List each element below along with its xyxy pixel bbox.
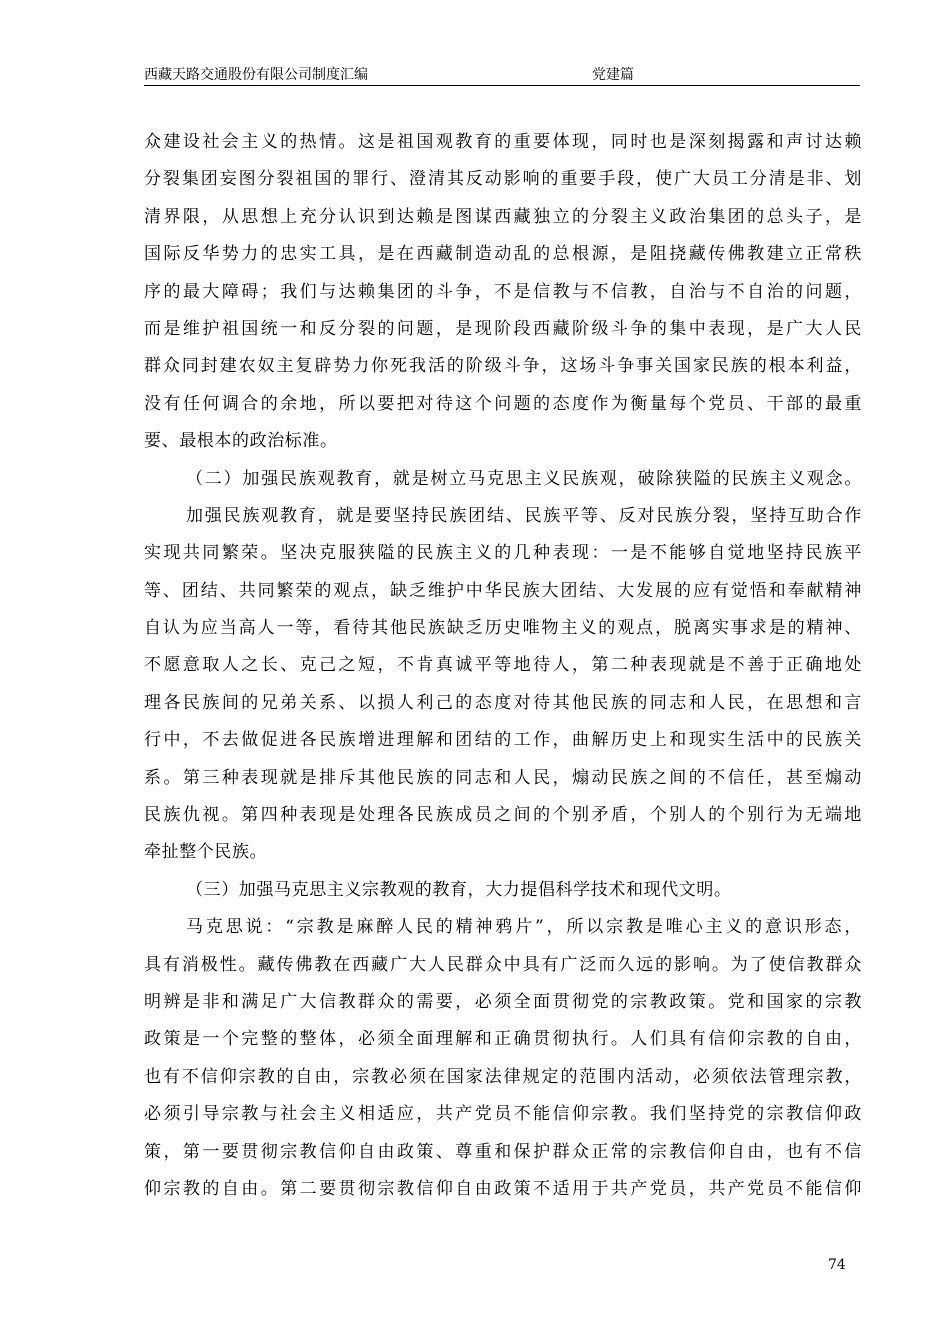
text-line: 政策是一个完整的整体，必须全面理解和正确贯彻执行。人们具有信仰宗教的自由，	[144, 1029, 862, 1050]
text-line: 必须引导宗教与社会主义相适应，共产党员不能信仰宗教。我们坚持党的宗教信仰政	[144, 1104, 862, 1125]
text-line: 不愿意取人之长、克己之短，不肯真诚平等地待人，第二种表现就是不善于正确地处	[144, 655, 862, 676]
header-divider	[144, 85, 860, 86]
text-line: 仰宗教的自由。第二要贯彻宗教信仰自由政策不适用于共产党员，共产党员不能信仰	[144, 1178, 862, 1199]
page-number: 74	[828, 1257, 846, 1273]
text-line: 民族仇视。第四种表现是处理各民族成员之间的个别矛盾，个别人的个别行为无端地	[144, 805, 862, 826]
text-line: 系。第三种表现就是排斥其他民族的同志和人民，煽动民族之间的不信任，甚至煽动	[144, 767, 862, 788]
text-line: 序的最大障碍；我们与达赖集团的斗争，不是信教与不信教，自治与不自治的问题，	[144, 281, 862, 302]
text-line: 众建设社会主义的热情。这是祖国观教育的重要体现，同时也是深刻揭露和声讨达赖	[144, 132, 862, 152]
body-text	[144, 124, 862, 1208]
text-line: 清界限，从思想上充分认识到达赖是图谋西藏独立的分裂主义政治集团的总头子，是	[144, 206, 862, 227]
text-line: 群众同封建农奴主复辟势力你死我活的阶级斗争，这场斗争事关国家民族的根本利益，	[144, 356, 862, 377]
text-line: 理各民族间的兄弟关系、以损人利己的态度对待其他民族的同志和人民，在思想和言	[144, 692, 862, 713]
header-section-name: 党建篇	[592, 67, 634, 83]
text-line: 而是维护祖国统一和反分裂的问题，是现阶段西藏阶级斗争的集中表现，是广大人民	[144, 318, 862, 339]
text-line: 明辨是非和满足广大信教群众的需要，必须全面贯彻党的宗教政策。党和国家的宗教	[144, 991, 862, 1012]
paragraph-first-line: 加强民族观教育，就是要坚持民族团结、民族平等、反对民族分裂，坚持互助合作	[186, 505, 862, 526]
text-line: 没有任何调合的余地，所以要把对待这个问题的态度作为衡量每个党员、干部的最重	[144, 393, 862, 414]
text-line: 实现共同繁荣。坚决克服狭隘的民族主义的几种表现：一是不能够自觉地坚持民族平	[144, 543, 862, 564]
text-line: 牵扯整个民族。	[144, 842, 268, 863]
text-line: 策，第一要贯彻宗教信仰自由政策、尊重和保护群众正常的宗教信仰自由，也有不信	[144, 1141, 862, 1162]
section-heading: （三）加强马克思主义宗教观的教育，大力提倡科学技术和现代文明。	[186, 879, 732, 900]
paragraph-first-line: 马克思说：“宗教是麻醉人民的精神鸦片”，所以宗教是唯心主义的意识形态，	[186, 917, 862, 938]
text-line: 具有消极性。藏传佛教在西藏广大人民群众中具有广泛而久远的影响。为了使信教群众	[144, 954, 862, 975]
page-header	[144, 66, 860, 86]
text-line: 等、团结、共同繁荣的观点，缺乏维护中华民族大团结、大发展的应有觉悟和奉献精神	[144, 580, 862, 601]
text-line: 国际反华势力的忠实工具，是在西藏制造动乱的总根源，是阻挠藏传佛教建立正常秩	[144, 244, 862, 265]
header-document-title: 西藏天路交通股份有限公司制度汇编	[144, 67, 368, 83]
text-line: 分裂集团妄图分裂祖国的罪行、澄清其反动影响的重要手段，使广大员工分清是非、划	[144, 169, 862, 190]
text-line: 要、最根本的政治标准。	[144, 431, 338, 452]
text-line: 也有不信仰宗教的自由，宗教必须在国家法律规定的范围内活动，必须依法管理宗教，	[144, 1066, 862, 1087]
text-line: 自认为应当高人一等，看待其他民族缺乏历史唯物主义的观点，脱离实事求是的精神、	[144, 618, 862, 639]
text-line: 行中，不去做促进各民族增进理解和团结的工作，曲解历史上和现实生活中的民族关	[144, 730, 862, 751]
section-heading: （二）加强民族观教育，就是树立马克思主义民族观，破除狭隘的民族主义观念。	[186, 468, 862, 489]
